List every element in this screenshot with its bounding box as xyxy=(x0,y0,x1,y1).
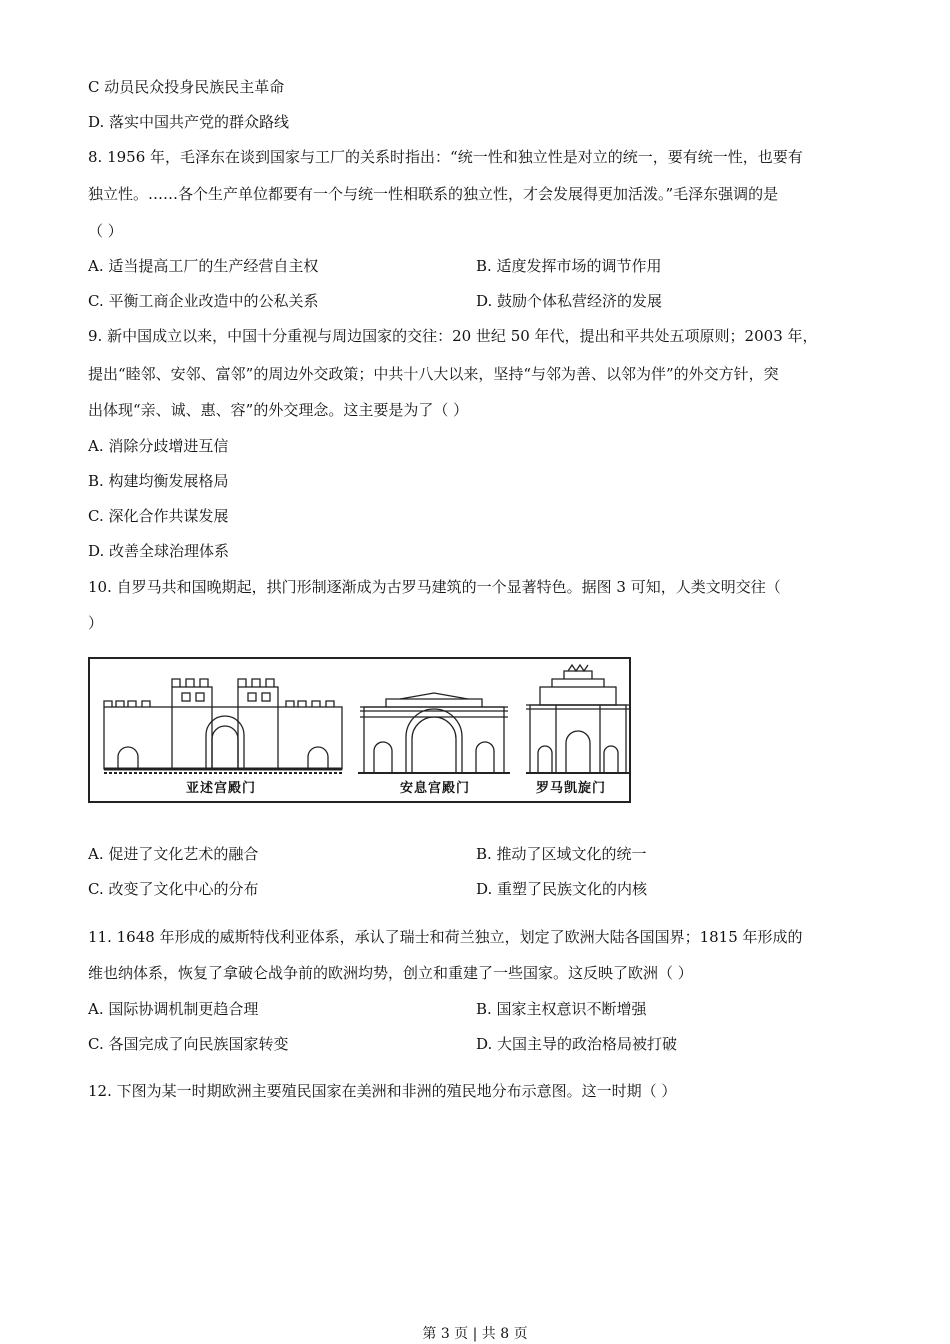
q8-stem-line-1: 8. 1956 年，毛泽东在谈到国家与工厂的关系时指出：“统一性和独立性是对立的统一，要有统一性，也要有 xyxy=(88,148,803,166)
q8-stem-line-3: （ ） xyxy=(88,222,123,240)
q11-option-d: D. 大国主导的政治格局被打破 xyxy=(476,1035,678,1053)
assyrian-arch xyxy=(212,726,238,769)
q11-option-b: B. 国家主权意识不断增强 xyxy=(476,1000,647,1018)
q10-option-d: D. 重塑了民族文化的内核 xyxy=(476,880,648,898)
q8-option-d: D. 鼓励个体私营经济的发展 xyxy=(476,292,663,310)
caption-assyrian-gate: 亚述宫殿门 xyxy=(186,781,257,796)
q9-stem-line-3: 出体现“亲、诚、惠、容”的外交理念。这主要是为了（ ） xyxy=(88,401,469,419)
q7-option-d: D. 落实中国共产党的群众路线 xyxy=(88,113,290,131)
q12-stem-line-1: 12. 下图为某一时期欧洲主要殖民国家在美洲和非洲的殖民地分布示意图。这一时期（ ） xyxy=(88,1082,677,1100)
q10-stem-line-2: ） xyxy=(88,614,104,632)
q10-option-b: B. 推动了区域文化的统一 xyxy=(476,845,647,863)
q8-stem-line-2: 独立性。……各个生产单位都要有一个与统一性相联系的独立性，才会发展得更加活泼。”毛泽东强调的是 xyxy=(88,185,779,203)
q8-option-c: C. 平衡工商企业改造中的公私关系 xyxy=(88,292,319,310)
q9-stem-line-2: 提出“睦邻、安邻、富邻”的周边外交政策；中共十八大以来，坚持“与邻为善、以邻为伴”的外交方针，突 xyxy=(88,365,779,383)
q10-stem-line-1: 10. 自罗马共和国晚期起，拱门形制逐渐成为古罗马建筑的一个显著特色。据图 3 可知，人类文明交往（ xyxy=(88,578,781,596)
q11-option-a: A. 国际协调机制更趋合理 xyxy=(88,1000,259,1018)
q9-stem-line-1: 9. 新中国成立以来，中国十分重视与周边国家的交往：20 世纪 50 年代，提出和平共处五项原则；2003 年， xyxy=(88,327,818,345)
q9-option-d: D. 改善全球治理体系 xyxy=(88,542,230,560)
parthian-central-arch xyxy=(412,717,456,773)
caption-roman-arch: 罗马凯旋门 xyxy=(536,781,607,796)
page-footer: 第 3 页 | 共 8 页 xyxy=(422,1326,528,1342)
figure-3-gates xyxy=(88,657,631,803)
q9-option-a: A. 消除分歧增进互信 xyxy=(88,437,229,455)
q10-option-a: A. 促进了文化艺术的融合 xyxy=(88,845,259,863)
q9-option-c: C. 深化合作共谋发展 xyxy=(88,507,229,525)
q9-option-b: B. 构建均衡发展格局 xyxy=(88,472,229,490)
q7-option-c: C 动员民众投身民族民主革命 xyxy=(88,78,285,96)
q10-option-c: C. 改变了文化中心的分布 xyxy=(88,880,259,898)
q8-option-a: A. 适当提高工厂的生产经营自主权 xyxy=(88,257,319,275)
q11-stem-line-2: 维也纳体系，恢复了拿破仑战争前的欧洲均势，创立和重建了一些国家。这反映了欧洲（ ） xyxy=(88,964,693,982)
q11-stem-line-1: 11. 1648 年形成的威斯特伐利亚体系，承认了瑞士和荷兰独立，划定了欧洲大陆各国国界；1815 年形成的 xyxy=(88,928,803,946)
caption-parthian-gate: 安息宫殿门 xyxy=(400,781,471,796)
q11-option-c: C. 各国完成了向民族国家转变 xyxy=(88,1035,289,1053)
roman-central-arch xyxy=(566,731,590,773)
q8-option-b: B. 适度发挥市场的调节作用 xyxy=(476,257,662,275)
roman-arch-body xyxy=(530,705,626,773)
